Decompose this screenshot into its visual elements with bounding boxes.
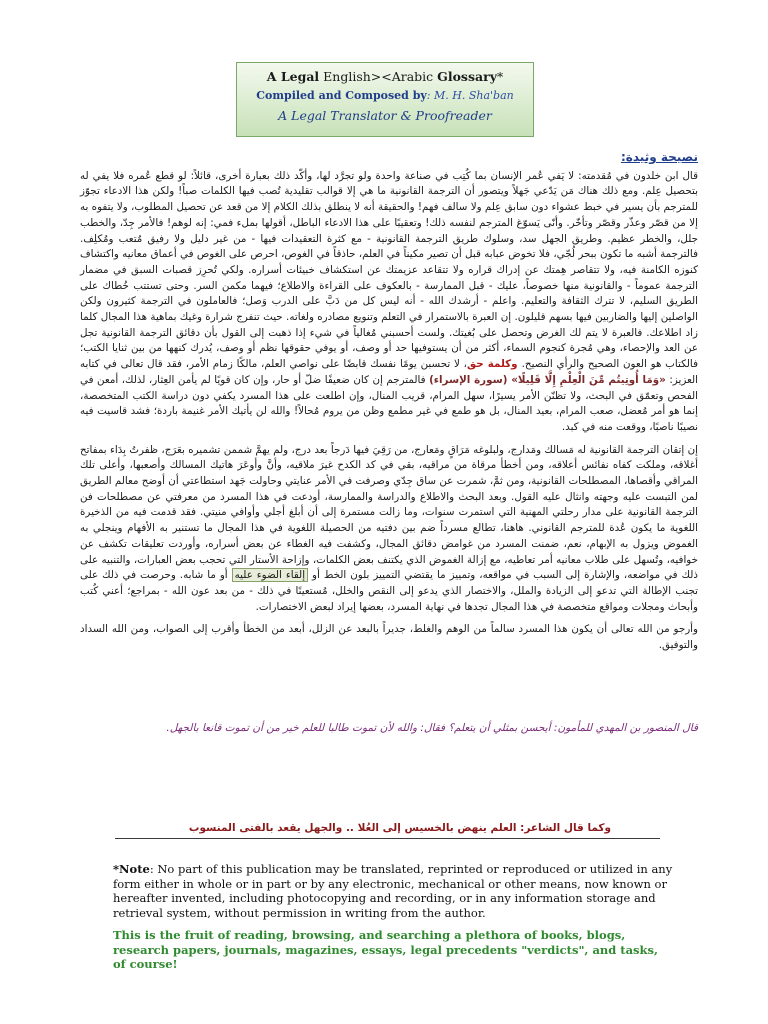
paragraph-2 bbox=[80, 443, 698, 616]
glossary-title bbox=[237, 69, 533, 84]
paragraph-1-text-c: فالمترجم إن كان ضعيفًا ضلّ أو حار، وإن كان قويًا لم يأمن العِثار، لذلك، أمعن في الفحص وتعمّق في البحث، ولا تظنّن الأمر يسيرًا، سهل المرام، قريب المنال، وإن اطلعت على هذا المسرد يكفي دون دراسة الكتب المتخصصة، إنما هو أمر مُعضل، صعب المرام، بعيد المنال، بل هو طمع في غير مطمع وظن من يروم مُحالاً! والله لن يأتيك الأمر غنيمة باردة؛ فشد قاسيت فيه نصيبًا ناصبًا، ووقعت منه في كبد. bbox=[80, 373, 698, 433]
paragraph-1-emphasis: وكلمة حق bbox=[467, 358, 522, 371]
poem-line: وكما قال الشاعر: العلم ينهض بالخسيس إلى العُلا .. والجهل يقعد بالفتى المنسوب bbox=[188, 822, 612, 834]
paragraph-2-text-a: إن إتقان الترجمة القانونية له مَسالك ومَدارج، ولبلوغه مَرَاقٍ ومَعارج، من رَقِيَ فيها دَرجاً بعد درج، ولم يهمَّ شممن تشميره بعَرَج، ظفرتُ بِدَاء بمفاتح أغلاقه، وملكت كفاه نفائس أعلاقه، ومن أخطأ مرقاة من مراقيه، بقي في كد الكدح غيرَ ملاقيه، وأنَّ وأوعَرَ هاتيك المسالك وأصعبها، وأعلى تلك المراقي وأقصاها، المصطلحات القانونية، ومن ثمَّ، شمرت عن ساق جِدّي وصرفت في الأمر عنايتي وحاولت جَهد استطاعتي أن أوضح معالم الطريق لمن التبست عليه وجهته وانثال عليه القول. وبعد البحث والاطلاع والدراسة والممارسة، أودعت في هذا المسرد من معرفتي عن مصطلحات فن الترجمة القانونية على مدار رحلتي المهنية التي استمرت سنوات، وما زالت مستمرة إلى أن أبلغ أجلي وأوافي منيتي. فقد قدمت فيه من الذخيرة اللغوية ما يكون عُدة للمترجم القانوني. هاهنا، تطالع مسرداً ضم بين دفتيه من الحصيلة اللغوية في هذا المجال ما تستنير به الأفهام وينجلي به الغموض ويزول به الإبهام، نعم، ضمنت المسرد من غوامض دقائق المجال، وكشفت فيه الغطاء عن بعض أسراره، وأوردت تعليقات تكشف عن خوافيه، وتُسهل على طلاب معانيه أمر تعاطيه، مع إزالة الغموض الذي يكتنف بعض الكلمات، وإزاحة الأستار التي تحجب بعض العبارات، والتنبيه على ذلك في مواضعه، والإشارة إلى السبب في مواقعه، وتمييز ما يقتضي التمييز بلون الخط أو bbox=[80, 443, 698, 582]
paragraph-1-text-a: قال ابن خلدون في مُقدمته: لا يَفي عُمر الإنسان بما كُتِب في صناعة واحدة ولو تجرَّد لها، وأكّد ذلك بعبارة أخرى، قائلاً: لو قطع عُمره فلا يفي له بتحصيل عِلم. ومع ذلك هناك مَن يَدّعي جَهلاً ويتصور أن الترجمة القانونية ما هي إلا قوالب تقليدية تُصب فيها الكلمات صباً! ولكن هذا الادعاء تجوّز للمترجم بأن يسير في خبط عشواء دون سابق عِلم ولا سالف فهم! والحقيقة أنه لا ينطلق بذلك الكلام إلا من قعد عن تحصيل المطلوب، ولا يتفوه به إلا من قصّر وعذّر وقصّر وتأخّر. وأنّى يَسوّغ المترجم لنفسه ذلك! وتعقيبًا على هذا الادعاء الباطل، أقولها بملء فمي: إنه لوهم! فالأمر جِدّ، والخطب جلل، والخطر عظيم. وطريق الجهل سد، وسلوك طريق الترجمة القانونية - مع كثرة التعقيدات فيها - من غير دليل ولا رفيق مُتعب ومُكلِف. فالترجمة أشبه ما تكون ببحر لُجّي، فلا تخوض عبابه قبل أن تصير مكيناً في العلم، حاذقاً في الغوص، احرص على الغوص في أعماق معانيه واكتشاف كنوزه الكامنة فيه، ولا تتقاصر هِمتك عن إدراك قراره ولا تتقاعد عزيمتك عن استكشاف خبيئات أسراره. ولكي تُحرِز قصبات السبق في مضمار الترجمة عموماً - والقانونية منها خصوصاً، عليك - قبل الممارسة - بالعكوف على القراءة والاطلاع؛ فيهما مكمن السر. وحتى تستتب خُطاك على الطريق السليم، لا تترك الثقافة والتعليم. واعلم - أرشدك الله - أنه ليس كل من دَبَّ على الدرب وَصل؛ فالعاملون في الترجمة كثيرون ولكن الواصلين إليها والضاربين فيها بسهم قليلون. إن العبرة بالاستمرار في التعلم وتنويع مصادره ولغاته. حيث تنفرج شرارة وغيك بماهية هذا المجال كلما زاد اطلاعك. فالعبرة لا يتم لك الغرض وتحصل على بُغيتك. ولست أحسبني مُغالياً في شيء إذا ذهبت إلى القول بأن دقائق الترجمة القانونية تجل عن العد والإحصاء، وهي مُجرة كنجوم السماء، أكثر من أن يستوفيها حد أو وصف، أو يوفي حقوقها نظم أو وصف، يُدرك كنهها من بين ثنايا الكتب؛ فالكتاب هو العون الصحيح والرأي النصيح. bbox=[80, 169, 698, 371]
paragraph-3: وأرجو من الله تعالى أن يكون هذا المسرد سالماً من الوهم والغلط، جديراً بالبعد عن الزلل، أبعد من الخطأ وأقرب إلى الصواب، ومن الله السداد والتوفيق. bbox=[80, 623, 698, 652]
glossary-title-box bbox=[236, 62, 534, 137]
author-role: A Legal Translator & Proofreader bbox=[278, 108, 492, 123]
quote-line: قال المنصور بن المهدي للمأمون: أيحسن بمثلي أن يتعلم؟ فقال: والله لأن تموت طالبا للعلم خير من أن تموت قانعا بالجهل. bbox=[166, 722, 698, 734]
author-label: Compiled and Composed by bbox=[256, 89, 427, 102]
acknowledgement-text: This is the fruit of reading, browsing, and searching a plethora of books, blogs, research papers, journals, magazines, essays, legal precedents "verdicts", and tasks, of course! bbox=[113, 928, 658, 971]
quran-verse: «وَمَا أُوتِيتُم مِّنَ الْعِلْمِ إِلَّا قَلِيلًا» (سورة الإسراء) bbox=[429, 373, 666, 386]
title-part-legal: A Legal bbox=[266, 69, 320, 84]
arabic-introduction bbox=[80, 150, 698, 661]
copyright-note bbox=[113, 862, 673, 920]
note-text: : No part of this publication may be translated, reprinted or reproduced or utilized in any form either in whole or in part or by any electronic, mechanical or other means, now known or hereafter invented, including photocopying and recording, or in any information storage and retrieval system, without permission in writing from the author. bbox=[113, 862, 673, 920]
title-part-glossary: Glossary bbox=[437, 69, 497, 84]
author-name: : M. H. Sha'ban bbox=[426, 89, 514, 102]
highlighted-phrase: إلقاء الضوء عليه bbox=[232, 568, 308, 582]
note-label: *Note bbox=[113, 862, 150, 876]
section-heading: نصيحة وثيدة: bbox=[620, 150, 698, 164]
paragraph-1 bbox=[80, 169, 698, 436]
title-part-languages: English><Arabic bbox=[319, 69, 438, 84]
paragraph-2-text-b: أو ما شابه. وحرصت في ذلك على تجنب الإطالة التي تدعو إلى الزيادة والملل، والاختصار الذي يدعو إلى النقص والخلل، مُستعينًا في ذلك - من بعد عون الله - بمراجع؛ أعني كُتب وأبحاث ومجلات ومواقع متخصصة في هذا المجال تجدها في نهاية المسرد، بعضها إيراد لبعض الاختصارات. bbox=[80, 569, 698, 613]
title-asterisk: * bbox=[496, 69, 504, 84]
divider-line bbox=[115, 838, 660, 839]
author-line bbox=[237, 89, 533, 102]
paragraph-1-text-b: ، لا تحسبن يومًا نفسك قابضًا على نواصي العلم، مالكًا زمام الأمر، فقد قال تعالى في كتابه العزيز: bbox=[80, 358, 698, 386]
